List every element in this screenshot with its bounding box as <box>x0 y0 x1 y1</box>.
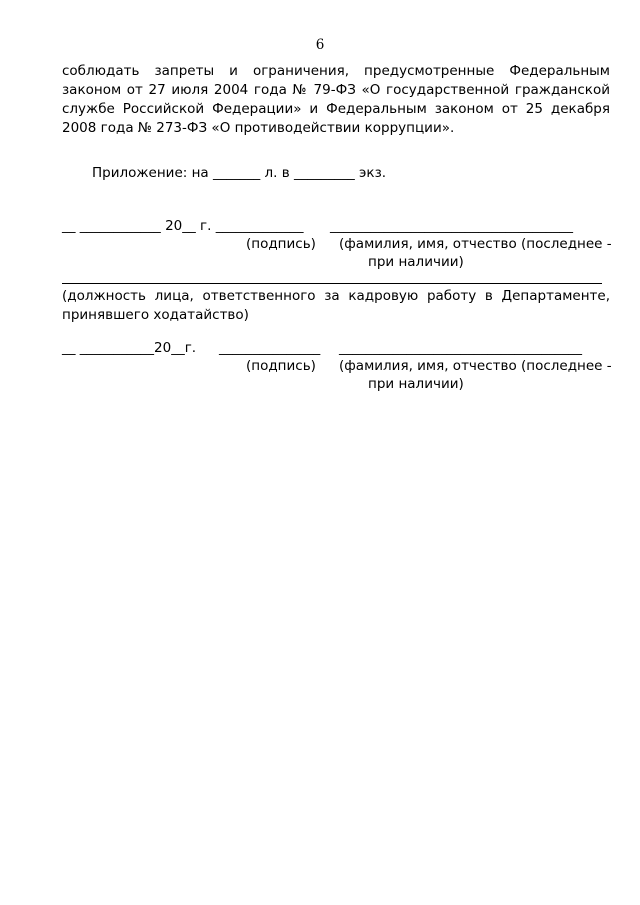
name-label-2a: (фамилия, имя, отчество (последнее - <box>339 358 612 374</box>
name-label-2b: при наличии) <box>368 376 464 392</box>
signature-label-2: (подпись) <box>246 358 316 374</box>
position-caption: (должность лица, ответственного за кадровую работу в Департаменте, принявшего ходатайство) <box>62 288 610 323</box>
date-line-2: __ ___________20__г. <box>62 340 197 356</box>
name-label-1a: (фамилия, имя, отчество (последнее - <box>339 236 612 252</box>
appendix-line: Приложение: на _______ л. в _________ экз. <box>92 165 387 181</box>
name-label-1b: при наличии) <box>368 254 464 270</box>
page-number: 6 <box>315 37 325 53</box>
sign-line-2: _______________ <box>219 340 321 356</box>
position-line <box>62 283 602 284</box>
date-line-1: __ ____________ 20__ г. _____________ <box>62 218 304 234</box>
name-line-2: ____________________________________ <box>339 340 582 356</box>
body-paragraph: соблюдать запреты и ограничения, предусмотренные Федеральным законом от 27 июля 2004 года № 79-ФЗ «О государственной гражданской службе Российской Федерации» и Федеральным законом от 25 декабря 2008 года № 273-ФЗ «О противодействии коррупции». <box>62 63 610 136</box>
name-line-1: ____________________________________ <box>330 218 573 234</box>
signature-label-1: (подпись) <box>246 236 316 252</box>
